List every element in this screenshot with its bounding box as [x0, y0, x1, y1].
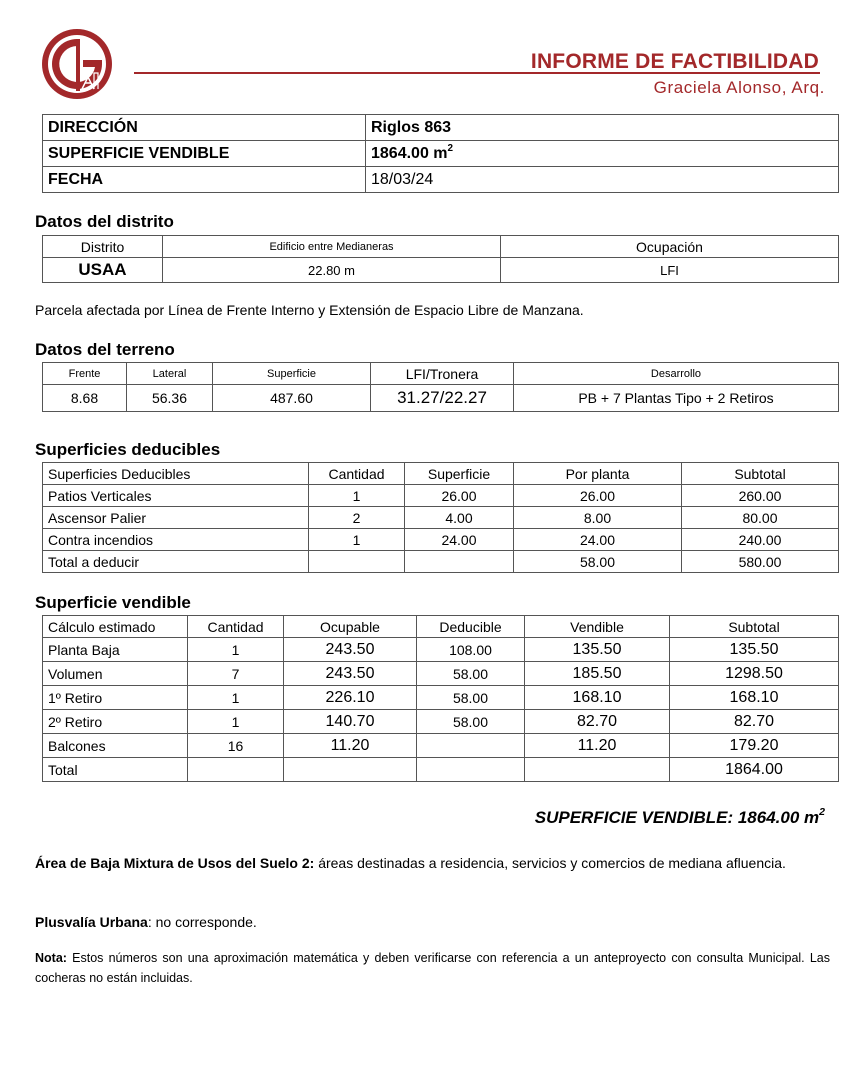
- development-header: Desarrollo: [514, 363, 839, 385]
- table-header-row: [43, 463, 839, 485]
- district-table: [42, 235, 839, 283]
- report-title: INFORME DE FACTIBILIDAD: [530, 50, 819, 73]
- cell: 82.70: [525, 710, 670, 734]
- col-header: Por planta: [514, 463, 682, 485]
- land-table: [42, 362, 839, 412]
- col-header: Cantidad: [309, 463, 405, 485]
- surface-header: Superficie: [213, 363, 371, 385]
- cell: 260.00: [682, 485, 839, 507]
- district-header: Distrito: [43, 236, 163, 258]
- col-header: Subtotal: [682, 463, 839, 485]
- table-header-row: [43, 236, 839, 258]
- summary-table: [42, 114, 839, 193]
- col-header: Cálculo estimado: [43, 616, 188, 638]
- table-row: [43, 686, 839, 710]
- table-row: [43, 258, 839, 283]
- saleable-area-value: 1864.00 $m^2$: [366, 141, 839, 167]
- cell: 1: [188, 710, 284, 734]
- cell: 140.70: [284, 710, 417, 734]
- table-row: [43, 529, 839, 551]
- cell: 58.00: [514, 551, 682, 573]
- zoning-note: Área de Baja Mixtura de Usos del Suelo 2: áreas destinadas a residencia, servicios y comercios de mediana afluencia.: [35, 855, 786, 871]
- cell: 16: [188, 734, 284, 758]
- district-section-title: Datos del distrito: [35, 212, 174, 231]
- cell: 135.50: [525, 638, 670, 662]
- cell: 1: [188, 686, 284, 710]
- cell: 58.00: [417, 662, 525, 686]
- col-header: Cantidad: [188, 616, 284, 638]
- cell: 11.20: [284, 734, 417, 758]
- party-wall-header: Edificio entre Medianeras: [163, 236, 501, 258]
- ga-monogram-logo: [40, 27, 114, 101]
- cell: 80.00: [682, 507, 839, 529]
- occupation-header: Ocupación: [501, 236, 839, 258]
- table-row: [43, 385, 839, 412]
- cell: 1: [309, 485, 405, 507]
- cell: 11.20: [525, 734, 670, 758]
- cell: 82.70: [670, 710, 839, 734]
- lfi-value: 31.27/22.27: [371, 385, 514, 412]
- cell: 24.00: [405, 529, 514, 551]
- cell: [405, 551, 514, 573]
- cell: 1: [309, 529, 405, 551]
- col-header: Superficies Deducibles: [43, 463, 309, 485]
- table-header-row: [43, 363, 839, 385]
- cell: 7: [188, 662, 284, 686]
- cell: 168.10: [525, 686, 670, 710]
- lateral-value: 56.36: [127, 385, 213, 412]
- cell: Total: [43, 758, 188, 782]
- col-header: Superficie: [405, 463, 514, 485]
- deductible-table: [42, 462, 839, 573]
- cell: 1º Retiro: [43, 686, 188, 710]
- table-row: [43, 485, 839, 507]
- cell: 226.10: [284, 686, 417, 710]
- cell: 58.00: [417, 686, 525, 710]
- col-header: Subtotal: [670, 616, 839, 638]
- table-row: [43, 734, 839, 758]
- col-header: Ocupable: [284, 616, 417, 638]
- cell: 2º Retiro: [43, 710, 188, 734]
- front-header: Frente: [43, 363, 127, 385]
- table-row: [43, 551, 839, 573]
- table-header-row: [43, 616, 839, 638]
- cell: Balcones: [43, 734, 188, 758]
- date-value: 18/03/24: [366, 167, 839, 193]
- date-label: FECHA: [43, 167, 366, 193]
- cell: 580.00: [682, 551, 839, 573]
- front-value: 8.68: [43, 385, 127, 412]
- col-header: Vendible: [525, 616, 670, 638]
- cell: [417, 758, 525, 782]
- cell: 1298.50: [670, 662, 839, 686]
- cell: 8.00: [514, 507, 682, 529]
- development-value: PB + 7 Plantas Tipo + 2 Retiros: [514, 385, 839, 412]
- deductible-section-title: Superficies deducibles: [35, 440, 221, 459]
- table-row: [43, 115, 839, 141]
- cell: 243.50: [284, 638, 417, 662]
- table-row: [43, 758, 839, 782]
- table-row: [43, 710, 839, 734]
- cell: Total a deducir: [43, 551, 309, 573]
- address-value: Riglos 863: [366, 115, 839, 141]
- table-row: [43, 507, 839, 529]
- disclaimer-note: Nota: Estos números son una aproximación matemática y deben verificarse con referencia a un anteproyecto con consulta Municipal. Las cocheras no están incluidas.: [35, 951, 830, 985]
- surface-value: 487.60: [213, 385, 371, 412]
- cell: 243.50: [284, 662, 417, 686]
- cell: 4.00: [405, 507, 514, 529]
- cell: Volumen: [43, 662, 188, 686]
- cell: [309, 551, 405, 573]
- lfi-header: LFI/Tronera: [371, 363, 514, 385]
- cell: 26.00: [514, 485, 682, 507]
- cell: 1864.00: [670, 758, 839, 782]
- table-row: [43, 141, 839, 167]
- col-header: Deducible: [417, 616, 525, 638]
- table-row: [43, 662, 839, 686]
- lateral-header: Lateral: [127, 363, 213, 385]
- cell: 2: [309, 507, 405, 529]
- party-wall-value: 22.80 m: [163, 258, 501, 283]
- land-section-title: Datos del terreno: [35, 340, 175, 359]
- cell: [188, 758, 284, 782]
- table-row: [43, 167, 839, 193]
- cell: 108.00: [417, 638, 525, 662]
- cell: Patios Verticales: [43, 485, 309, 507]
- cell: Planta Baja: [43, 638, 188, 662]
- author-name: Graciela Alonso, Arq.: [653, 78, 825, 97]
- cell: 26.00: [405, 485, 514, 507]
- occupation-value: LFI: [501, 258, 839, 283]
- cell: 135.50: [670, 638, 839, 662]
- cell: 240.00: [682, 529, 839, 551]
- cell: Ascensor Palier: [43, 507, 309, 529]
- cell: 24.00: [514, 529, 682, 551]
- cell: [417, 734, 525, 758]
- saleable-total-line: SUPERFICIE VENDIBLE: 1864.00 $m^2$: [534, 806, 825, 827]
- cell: 185.50: [525, 662, 670, 686]
- district-value: USAA: [43, 258, 163, 283]
- saleable-section-title: Superficie vendible: [35, 593, 191, 612]
- cell: [284, 758, 417, 782]
- cell: Contra incendios: [43, 529, 309, 551]
- saleable-area-label: SUPERFICIE VENDIBLE: [43, 141, 366, 167]
- cell: [525, 758, 670, 782]
- cell: 1: [188, 638, 284, 662]
- parcel-note: Parcela afectada por Línea de Frente Interno y Extensión de Espacio Libre de Manzana.: [35, 302, 584, 318]
- cell: 168.10: [670, 686, 839, 710]
- plusvalia-note: Plusvalía Urbana: no corresponde.: [35, 914, 257, 930]
- table-row: [43, 638, 839, 662]
- cell: 179.20: [670, 734, 839, 758]
- saleable-table: [42, 615, 839, 782]
- cell: 58.00: [417, 710, 525, 734]
- address-label: DIRECCIÓN: [43, 115, 366, 141]
